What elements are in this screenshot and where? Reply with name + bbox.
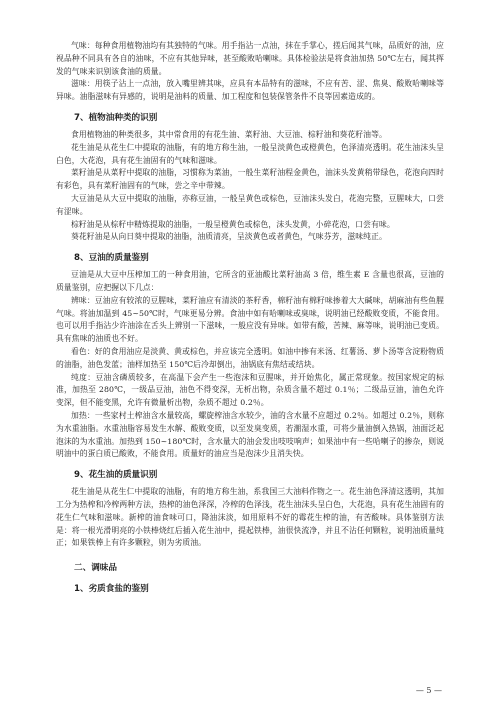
paragraph: 大豆油是从大豆中提取的油脂，亦称豆油，一般呈黄色或棕色，豆油沫头发白，花泡完整，豆腥味大，口尝有涩味。 <box>56 193 444 216</box>
paragraph-odor: 气味：每种食用植物油均有其独特的气味。用手指沾一点油，抹在手掌心，搓后闻其气味，品质好的油，应视品种不同具有各自的油味，不应有其他异味，甚至酸败哈喇味。具体检验法是将食油加热 50℃左右，闻其挥发的气味来识别该食油的质量。 <box>56 41 444 76</box>
page-number: — 5 — <box>415 686 442 695</box>
paragraph: 菜籽油是从菜籽中提取的油脂，习惯称为菜油，一般生菜籽油程金黄色，油沫头发黄稍带绿色，花泡向四时有彩色，具有菜籽油固有的气味，尝之辛中带辣。 <box>56 168 444 191</box>
paragraph: 辨味：豆油应有较浓的豆腥味，菜籽油应有清淡的茶籽香，棉籽油有棉籽味掺着大大碱味，胡麻油有些鱼腥气味。将油加温到 45~50℃时，气味更易分辨。食油中如有哈喇味或臭味，说明油已经酸败变质，不能食用。也可以用手指沾少许油涂在舌头上辨别一下滋味，一般应没有异味。如带有酸，苦辣、麻等味，说明油已变质。具有焦味的油质也不好。 <box>56 295 444 344</box>
paragraph: 棕籽油是从棕籽中精炼提取的油脂，一般呈橙黄色或棕色，沫头发黄，小碎花泡，口尝有味。 <box>71 219 395 229</box>
heading-soybean-oil: 8、豆油的质量鉴别 <box>74 253 149 264</box>
paragraph-taste: 滋味：用筷子沾上一点油，放入嘴里辨其味，应具有本品特有的滋味，不应有苦、涩、焦臭、酸败哈喇味等异味。油脂滋味有异感的，说明是油料的质量、加工程度和包装保管条件不良等因素造成的。 <box>56 79 444 102</box>
paragraph: 加热：一些家村土榨油含水量较高，螺旋榨油含水较少，油的含水量不应超过 0.2％。如超过 0.2％，则称为水重油脂。水重油脂容易发生水解、酸败变质，以至发臭变质，若潮湿水重，可将少量油倒入热锅，油面泛起泡沫的为水重油。加热到 150~180℃时，含水量大的油会发出吱吱响声；如果油中有一些哈喇子的掺杂，则说明油中的蛋白质已酸败，不能食用。质量好的油应当是泡沫少且消失快。 <box>56 410 444 459</box>
heading-salt: 1、劣质食盐的鉴别 <box>74 584 149 595</box>
paragraph: 看色：好的食用油应是淡黄、黄或棕色，并应该完全透明。如油中掺有米汤、红薯汤、萝卜汤等含淀粉物质的油脂，油色发蓝；油样加热至 150℃后冷却倒出，油锅底有焦结或结块。 <box>56 346 444 369</box>
paragraph: 花生油是从花生仁中提取的油脂，有的地方称生油，系我国三大油料作物之一。花生油色泽清这透明，其加工分为热榨和冷榨两种方法，热榨的油色泽深，冷榨的色泽浅，花生油沫头呈白色，大花泡，具有花生油固有的花生仁气味和滋味。新榨的油食味可口，降油沫淡，如用原料不好的霉花生榨的油，有苦酸味。具体鉴别方法是：将一根光滑明亮的小铁棒烧红后插入花生油中，提起铁棒，油很快流净，并且不沾任何颗粒，说明油质量纯正；如果铁棒上有许多颗粒，则为劣质油。 <box>56 487 444 548</box>
paragraph: 纯度：豆油含磷质较多，在高温下会产生一些泡沫和豆腥味，并开始焦化，属正常现象。按国家规定的标准，加热至 280℃，一级品豆油，油色不得变深，无析出物，杂质含量不超过 0.1％；二级品豆油，油色允许变深，但不能变黑，允许有微量析出物，杂质不超过 0.2％。 <box>56 372 444 408</box>
heading-peanut-oil: 9、花生油的质量识别 <box>74 470 158 481</box>
paragraph: 豆油是从大豆中压榨加工的一种食用油，它所含的亚油酸比菜籽油高 3 倍，维生素 E 含量也很高，豆油的质量鉴别，应把握以下几点： <box>56 270 444 292</box>
heading-condiments: 二、调味品 <box>74 563 117 574</box>
paragraph: 葵花籽油是从向日葵中提取的油脂，油质清亮，呈淡黄色或者黄色，气味芬芳，滋味纯正。 <box>71 232 387 242</box>
paragraph: 食用植物油的种类很多，其中常食用的有花生油、菜籽油、大豆油、棕籽油和葵花籽油等。 <box>71 129 387 139</box>
heading-oil-types: 7、植物油种类的识别 <box>74 112 158 123</box>
paragraph: 花生油是从花生仁中提取的油脂，有的地方称生油，一般呈淡黄色或橙黄色，色泽清亮透明。花生油沫头呈白色，大花泡，具有花生油固有的气味和滋味。 <box>56 142 444 165</box>
